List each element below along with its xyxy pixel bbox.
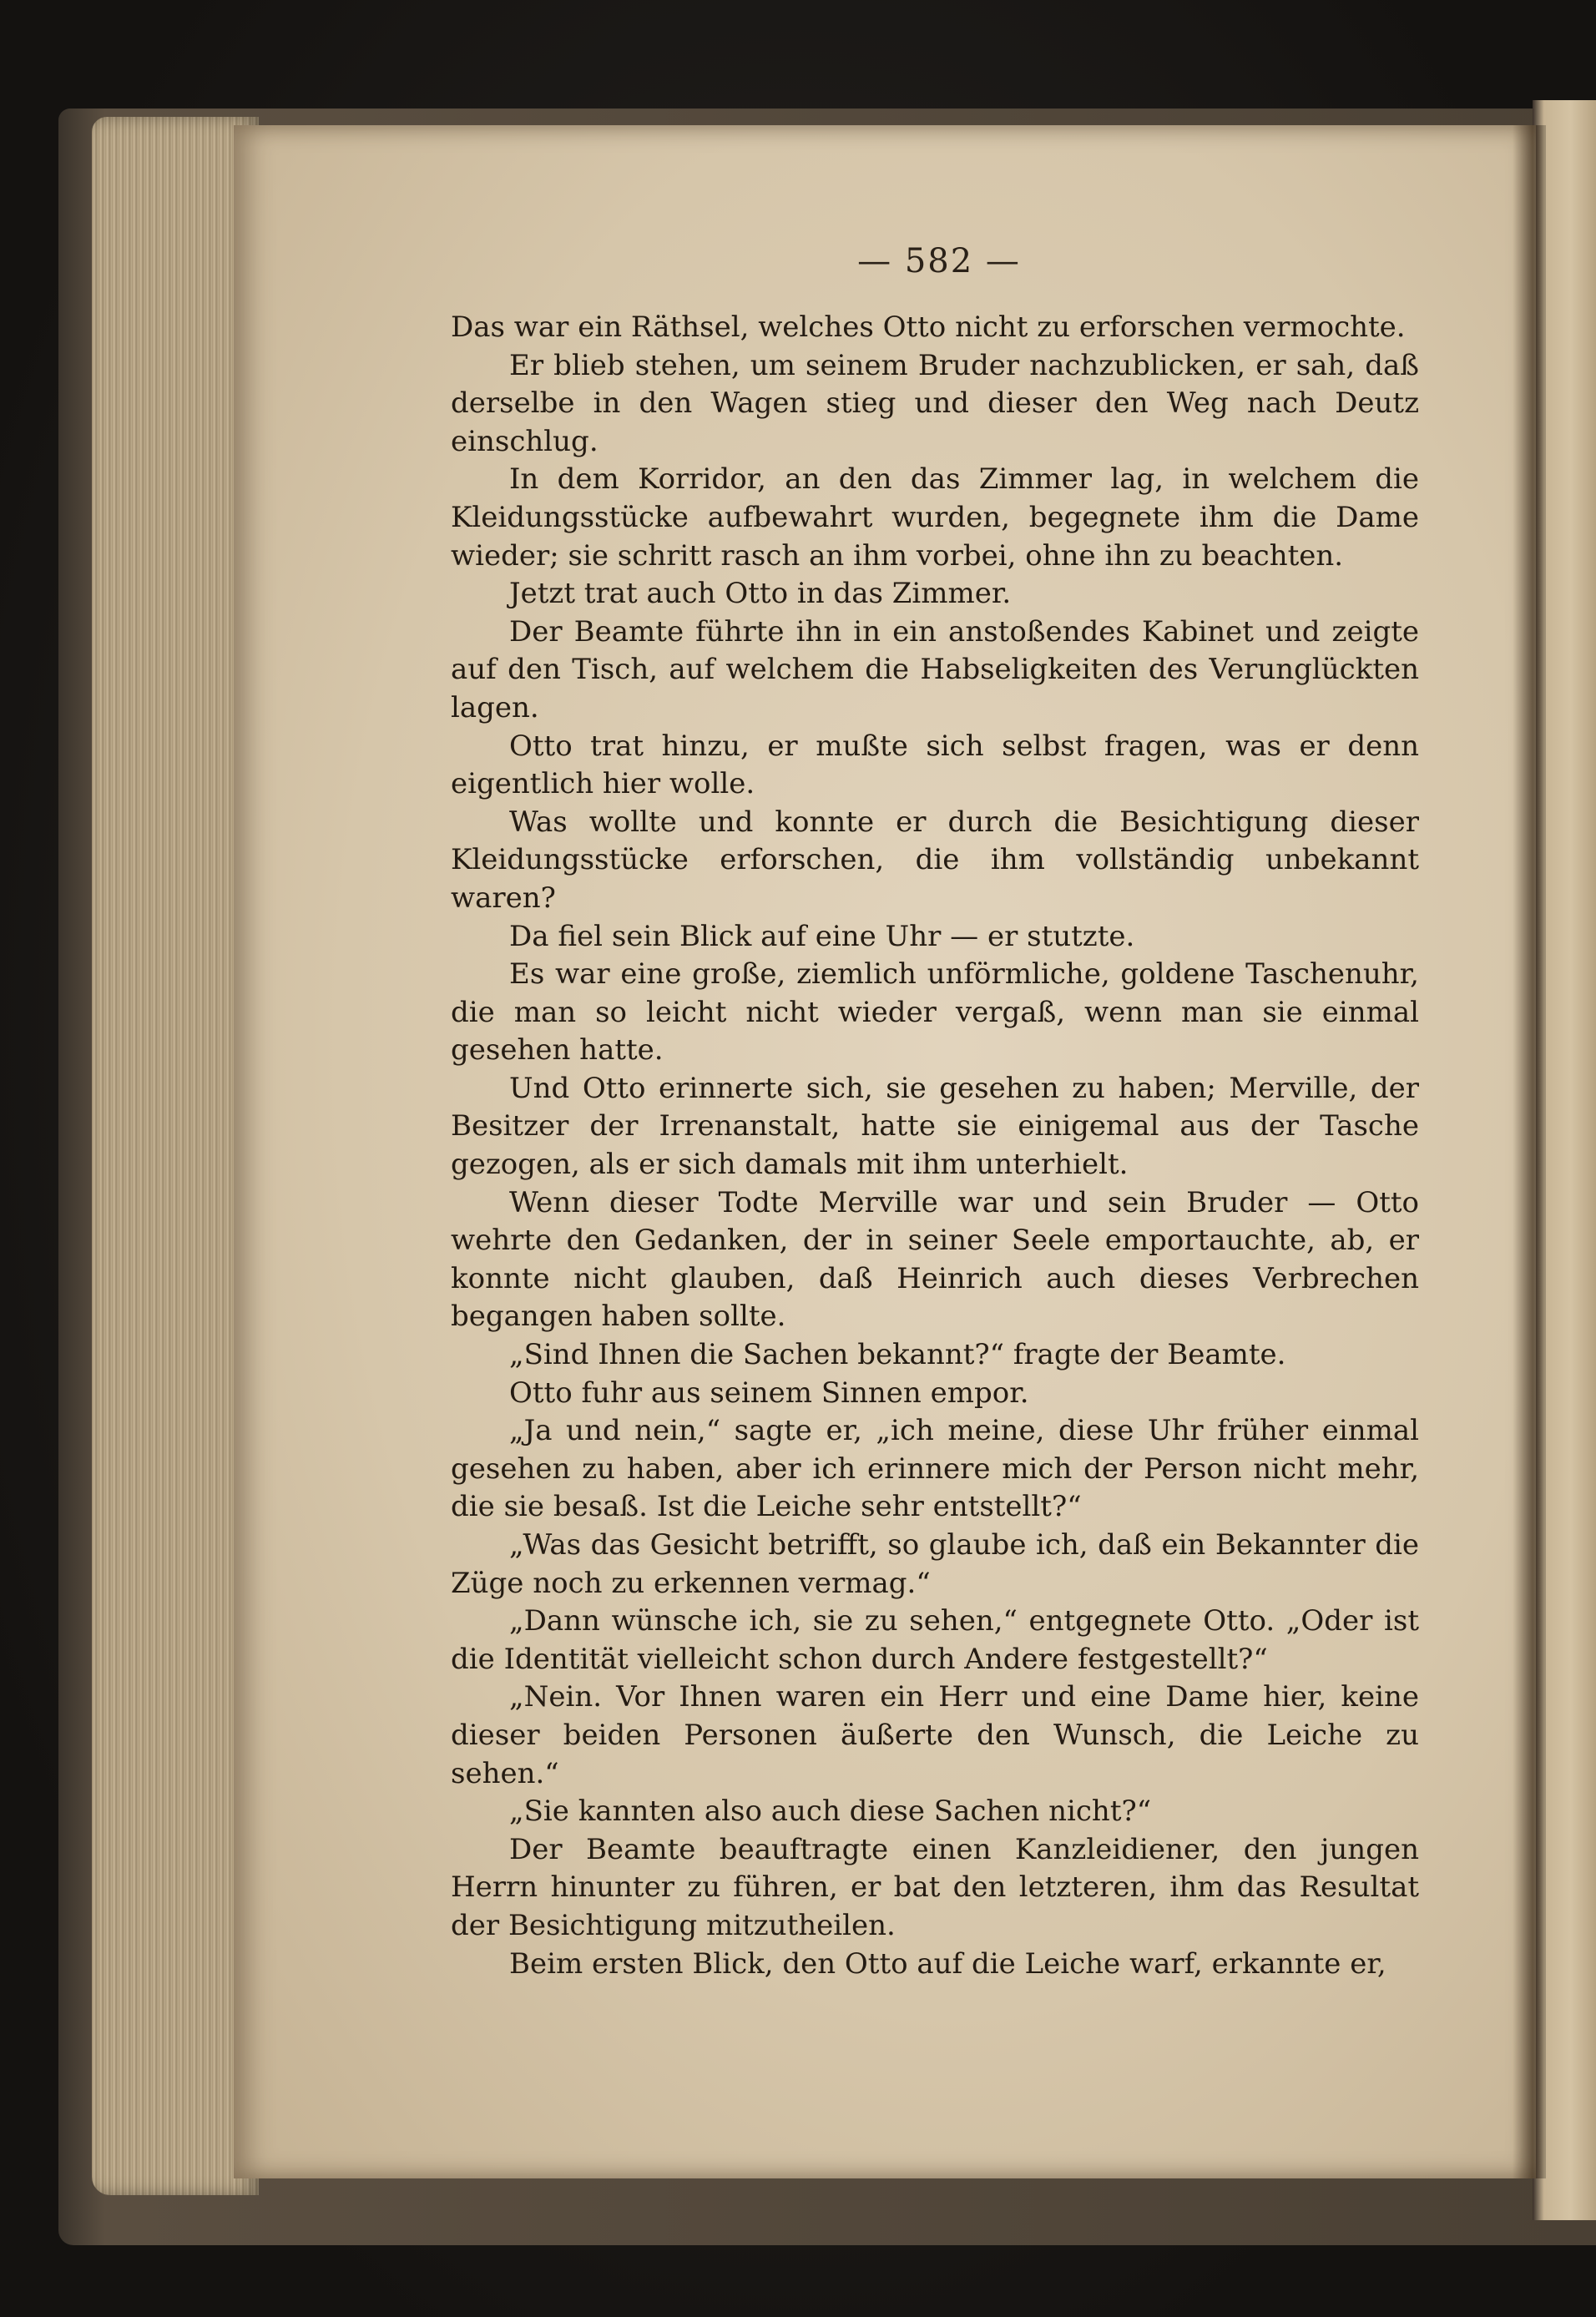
- paragraph: In dem Korridor, an den das Zimmer lag, in welchem die Kleidungsstücke aufbewahrt wurden, begegnete ihm die Dame wieder; sie schritt rasch an ihm vorbei, ohne ihn zu beachten.: [451, 462, 1419, 573]
- paragraph: „Dann wünsche ich, sie zu sehen,“ entgegnete Otto. „Oder ist die Identität vielleicht schon durch Andere festgestellt?“: [451, 1604, 1419, 1676]
- paragraph: Wenn dieser Todte Merville war und sein Bruder — Otto wehrte den Gedanken, der in seiner Seele emportauchte, ab, er konnte nicht glauben, daß Heinrich auch dieses Verbrechen begangen haben sollte.: [451, 1185, 1419, 1334]
- paragraph: Es war eine große, ziemlich unförmliche, goldene Taschenuhr, die man so leicht nicht wieder vergaß, wenn man sie einmal gesehen hatte.: [451, 957, 1419, 1068]
- paragraph: Beim ersten Blick, den Otto auf die Leiche warf, erkannte er,: [509, 1946, 1386, 1981]
- paragraph: Da fiel sein Blick auf eine Uhr — er stutzte.: [509, 919, 1135, 953]
- paragraph: Er blieb stehen, um seinem Bruder nachzublicken, er sah, daß derselbe in den Wagen stieg und dieser den Weg nach Deutz einschlug.: [451, 348, 1419, 458]
- paragraph: „Sind Ihnen die Sachen bekannt?“ fragte der Beamte.: [509, 1338, 1286, 1372]
- paragraph: Jetzt trat auch Otto in das Zimmer.: [509, 577, 1012, 611]
- paragraph: „Nein. Vor Ihnen waren ein Herr und eine Dame hier, keine dieser beiden Personen äußerte den Wunsch, die Leiche zu sehen.“: [451, 1680, 1419, 1790]
- paragraph: „Was das Gesicht betrifft, so glaube ich, daß ein Bekannter die Züge noch zu erkennen vermag.“: [451, 1528, 1419, 1600]
- page-number: — 582 —: [857, 242, 1021, 280]
- paragraph: Was wollte und konnte er durch die Besichtigung dieser Kleidungsstücke erforschen, die ihm vollständig unbekannt waren?: [451, 805, 1419, 915]
- paragraph: Otto trat hinzu, er mußte sich selbst fragen, was er denn eigentlich hier wolle.: [451, 729, 1419, 801]
- paragraph: Das war ein Räthsel, welches Otto nicht zu erforschen vermochte.: [451, 310, 1406, 344]
- paragraph: „Sie kannten also auch diese Sachen nicht?“: [509, 1795, 1152, 1829]
- paragraph: Der Beamte führte ihn in ein anstoßendes Kabinet und zeigte auf den Tisch, auf welchem die Habseligkeiten des Verunglückten lagen.: [451, 614, 1419, 724]
- paragraph: Der Beamte beauftragte einen Kanzleidiener, den jungen Herrn hinunter zu führen, er bat den letzteren, ihm das Resultat der Besichtigung mitzutheilen.: [451, 1832, 1419, 1942]
- paragraph: „Ja und nein,“ sagte er, „ich meine, diese Uhr früher einmal gesehen zu haben, aber ich erinnere mich der Person nicht mehr, die sie besaß. Ist die Leiche sehr entstellt?“: [451, 1414, 1419, 1524]
- page-gutter: [1513, 125, 1546, 2178]
- page-text: [451, 309, 1419, 1983]
- paragraph: Und Otto erinnerte sich, sie gesehen zu haben; Merville, der Besitzer der Irrenanstalt, hatte sie einigemal aus der Tasche gezogen, als er sich damals mit ihm unterhielt.: [451, 1071, 1419, 1182]
- paragraph: Otto fuhr aus seinem Sinnen empor.: [509, 1376, 1029, 1410]
